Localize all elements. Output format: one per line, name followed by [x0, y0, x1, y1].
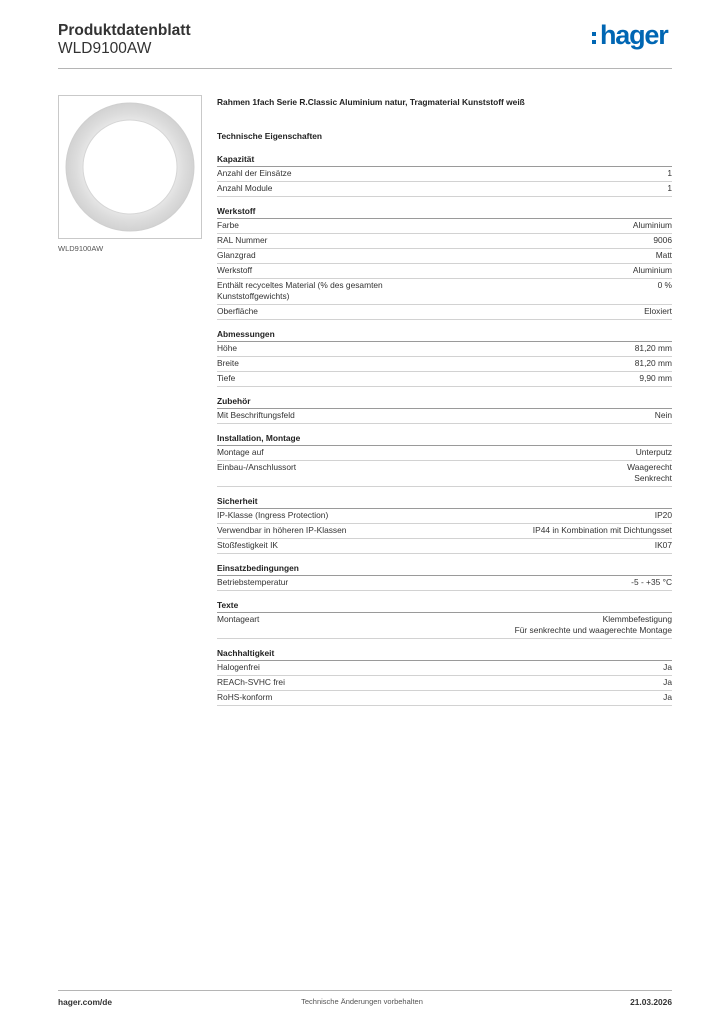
spec-section [217, 648, 672, 706]
logo-dot-icon [592, 40, 596, 44]
spec-label: Montageart [217, 614, 260, 624]
spec-value [663, 677, 672, 688]
spec-row [217, 182, 672, 197]
spec-label: Farbe [217, 220, 239, 230]
section-title: Nachhaltigkeit [217, 648, 672, 661]
spec-value [533, 525, 672, 536]
spec-row [217, 661, 672, 676]
spec-row [217, 264, 672, 279]
spec-label: Enthält recyceltes Material (% des gesamten Kunststoffgewichts) [217, 280, 383, 301]
spec-value-line: 1 [667, 183, 672, 193]
page-title: Produktdatenblatt [58, 22, 191, 39]
spec-value [655, 410, 672, 421]
spec-row [217, 357, 672, 372]
spec-row [217, 372, 672, 387]
spec-row [217, 234, 672, 249]
spec-label: Stoßfestigkeit IK [217, 540, 278, 550]
spec-value-line: IP20 [654, 510, 672, 520]
spec-label: Breite [217, 358, 239, 368]
footer-website: hager.com/de [58, 997, 112, 1007]
technical-properties-heading: Technische Eigenschaften [217, 131, 323, 141]
spec-section [217, 396, 672, 424]
spec-row [217, 676, 672, 691]
spec-sections [217, 154, 672, 706]
spec-value-line: Ja [663, 677, 672, 687]
spec-section [217, 600, 672, 639]
spec-section [217, 154, 672, 197]
section-title: Werkstoff [217, 206, 672, 219]
logo-dot-icon [592, 32, 596, 36]
section-title: Zubehör [217, 396, 672, 409]
spec-value-line: Matt [655, 250, 672, 260]
section-title: Installation, Montage [217, 433, 672, 446]
spec-label: Einbau-/Anschlussort [217, 462, 297, 472]
round-frame-icon [59, 96, 201, 238]
spec-value-line: Für senkrechte und waagerechte Montage [514, 625, 672, 635]
spec-value-line: 9,90 mm [639, 373, 672, 383]
spec-value [515, 614, 672, 636]
spec-value [663, 692, 672, 703]
spec-value-line: Aluminium [632, 220, 672, 230]
spec-value-line: IP44 in Kombination mit Dichtungsset [532, 525, 672, 535]
spec-value [639, 373, 672, 384]
spec-label: Oberfläche [217, 306, 258, 316]
product-title: Rahmen 1fach Serie R.Classic Aluminium natur, Tragmaterial Kunststoff weiß [217, 97, 525, 107]
spec-row [217, 409, 672, 424]
product-code: WLD9100AW [58, 40, 152, 57]
spec-label: Höhe [217, 343, 238, 353]
spec-row [217, 509, 672, 524]
spec-label: IP-Klasse (Ingress Protection) [217, 510, 329, 520]
spec-content [217, 96, 672, 715]
spec-label: Anzahl der Einsätze [217, 168, 292, 178]
spec-row [217, 167, 672, 182]
spec-label: Halogenfrei [217, 662, 260, 672]
spec-value [636, 447, 672, 458]
spec-section [217, 206, 672, 320]
section-title: Sicherheit [217, 496, 672, 509]
spec-value [635, 343, 672, 354]
spec-label: Mit Beschriftungsfeld [217, 410, 295, 420]
spec-value [655, 540, 672, 551]
spec-section [217, 496, 672, 554]
image-caption: WLD9100AW [58, 244, 104, 253]
spec-value [635, 358, 672, 369]
spec-label: Anzahl Module [217, 183, 273, 193]
spec-value-line: Nein [654, 410, 672, 420]
section-title: Texte [217, 600, 672, 613]
spec-section [217, 563, 672, 591]
spec-row [217, 446, 672, 461]
spec-row [217, 279, 672, 305]
spec-label: Betriebstemperatur [217, 577, 289, 587]
spec-value-line: 0 % [657, 280, 672, 290]
spec-value [644, 306, 672, 317]
spec-label: RoHS-konform [217, 692, 273, 702]
spec-section [217, 329, 672, 387]
spec-value-line: 81,20 mm [634, 358, 672, 368]
spec-value-line: 81,20 mm [634, 343, 672, 353]
section-title: Einsatzbedingungen [217, 563, 672, 576]
spec-row [217, 539, 672, 554]
spec-value-line: Ja [663, 662, 672, 672]
footer-divider [58, 990, 672, 991]
spec-value-line: Eloxiert [644, 306, 672, 316]
spec-label: RAL Nummer [217, 235, 268, 245]
section-title: Kapazität [217, 154, 672, 167]
footer-date: 21.03.2026 [630, 997, 672, 1007]
spec-value [656, 250, 672, 261]
spec-value [663, 662, 672, 673]
spec-label: Verwendbar in höheren IP-Klassen [217, 525, 347, 535]
spec-value-line: Senkrecht [634, 473, 672, 483]
spec-value-line: Klemmbefestigung [602, 614, 672, 624]
logo-text: hager [600, 20, 668, 50]
spec-row [217, 613, 672, 639]
spec-value [633, 220, 672, 231]
spec-label: Glanzgrad [217, 250, 256, 260]
footer-disclaimer: Technische Änderungen vorbehalten [301, 997, 423, 1006]
spec-value [653, 235, 672, 246]
spec-row [217, 219, 672, 234]
spec-value-line: Unterputz [635, 447, 672, 457]
spec-label: Tiefe [217, 373, 236, 383]
spec-value [627, 462, 672, 484]
spec-value [658, 280, 672, 302]
spec-row [217, 461, 672, 487]
spec-value-line: IK07 [654, 540, 672, 550]
spec-label: Werkstoff [217, 265, 253, 275]
spec-value [633, 265, 672, 276]
header-divider [58, 68, 672, 69]
spec-value-line: 9006 [653, 235, 672, 245]
spec-value [631, 577, 672, 588]
spec-value [667, 183, 672, 194]
section-title: Abmessungen [217, 329, 672, 342]
spec-label: Montage auf [217, 447, 264, 457]
spec-label: REACh-SVHC frei [217, 677, 285, 687]
spec-row [217, 576, 672, 591]
spec-value-line: Waagerecht [627, 462, 672, 472]
spec-value-line: Ja [663, 692, 672, 702]
spec-value [655, 510, 672, 521]
spec-value-line: -5 - +35 °C [631, 577, 672, 587]
spec-value-line: 1 [667, 168, 672, 178]
spec-row [217, 342, 672, 357]
spec-value-line: Aluminium [632, 265, 672, 275]
spec-value [667, 168, 672, 179]
spec-row [217, 691, 672, 706]
product-image [58, 95, 202, 239]
spec-row [217, 524, 672, 539]
spec-row [217, 305, 672, 320]
spec-row [217, 249, 672, 264]
spec-section [217, 433, 672, 487]
